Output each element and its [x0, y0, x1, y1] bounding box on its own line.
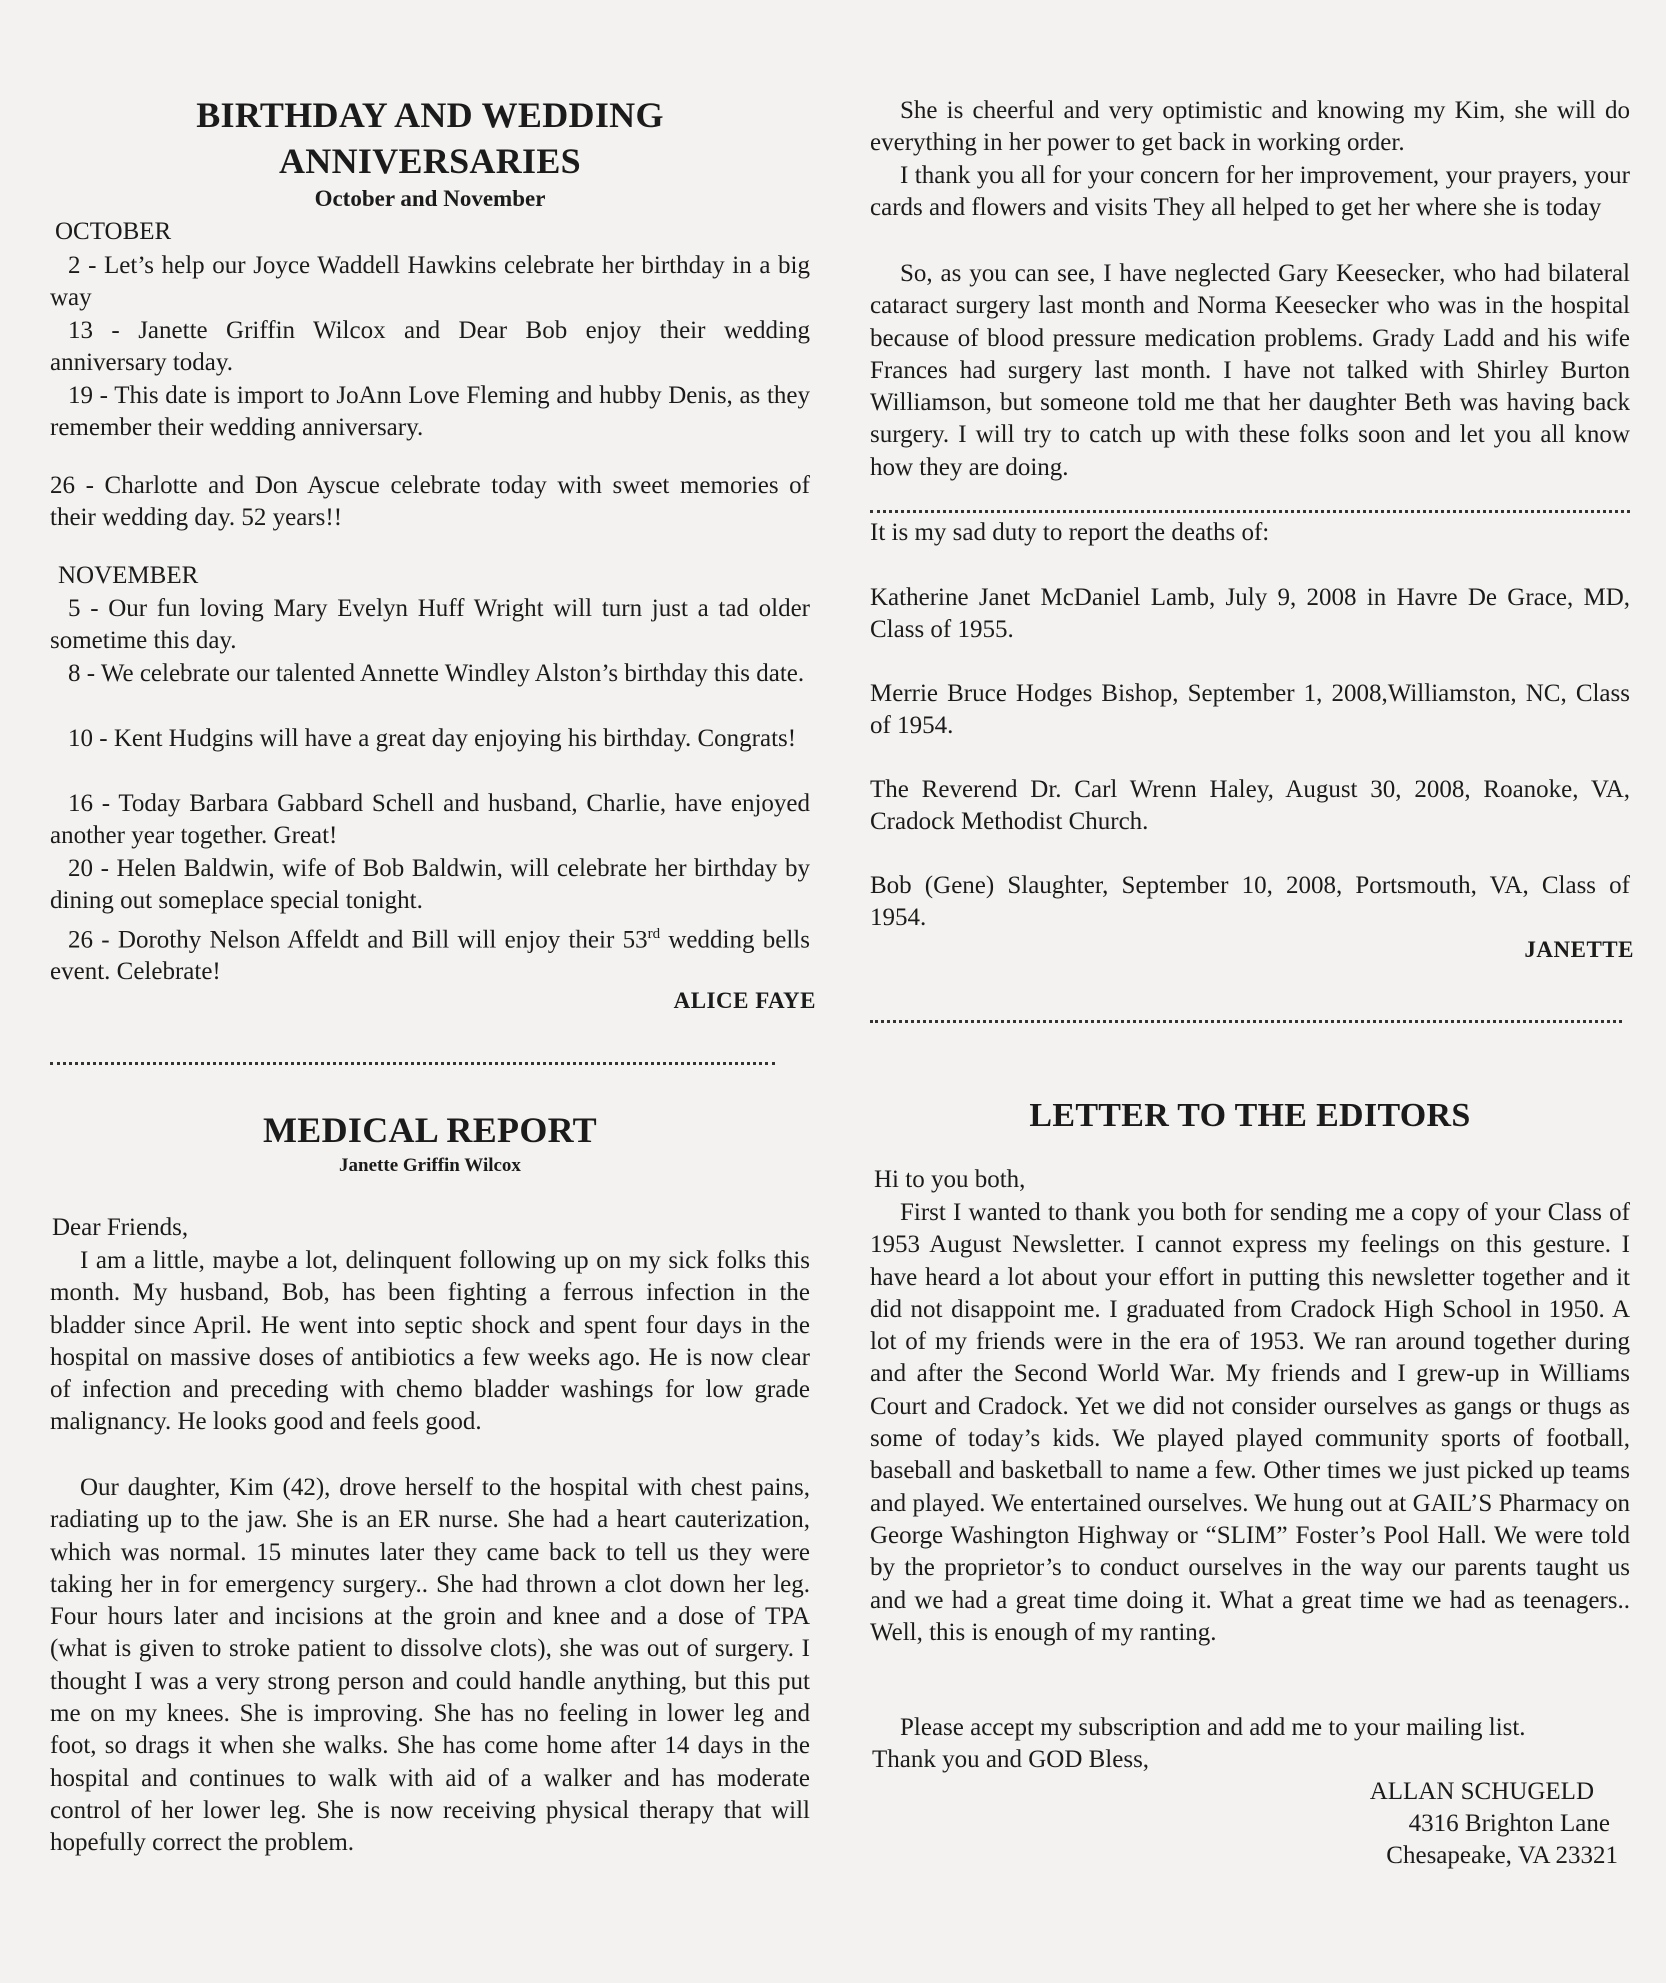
anniversaries-signature: ALICE FAYE — [673, 988, 816, 1013]
anniversary-entry: 19 - This date is import to JoAnn Love Fleming and hubby Denis, as they remember their wedding anniversary. — [50, 382, 810, 441]
death-notice: The Reverend Dr. Carl Wrenn Haley, August 30, 2008, Roanoke, VA, Cradock Methodist Church. — [870, 776, 1630, 835]
letter-paragraph: Please accept my subscription and add me to your mailing list. — [900, 1714, 1526, 1741]
entry-text: 26 - Dorothy Nelson Affeldt and Bill will enjoy their 53 — [68, 926, 648, 954]
letter-title: LETTER TO THE EDITORS — [1029, 1097, 1471, 1134]
november-label: NOVEMBER — [58, 562, 199, 589]
anniversary-entry: 26 - Charlotte and Don Ayscue celebrate today with sweet memories of their wedding day. 52 years!! — [50, 472, 810, 531]
medical-signature: JANETTE — [1524, 937, 1634, 962]
letter-closing: Thank you and GOD Bless, — [872, 1746, 1150, 1773]
anniversary-entry: 10 - Kent Hudgins will have a great day enjoying his birthday. Congrats! — [68, 725, 797, 752]
letter-paragraph: First I wanted to thank you both for sending me a copy of your Class of 1953 August Newsletter. I cannot express my feelings on this gesture. I have heard a lot about your effort in putting this newsletter together and it did not disappoint me. I graduated from Cradock High School in 1950. A lot of my friends were in the era of 1953. We ran around together during and after the Second World War. My friends and I grew-up in Williams Court and Cradock. Yet we did not consider ourselves as gangs or thugs as some of today’s kids. We played played community sports of football, baseball and basketball to name a few. Other times we just picked up teams and played. We entertained ourselves. We hung out at GAIL’S Pharmacy on George Washington Highway or “SLIM” Foster’s Pool Hall. We were told by the proprietor’s to conduct ourselves in the way our parents taught us and we had a great time doing it. What a great time we had as teenagers.. Well, this is enough of my ranting. — [870, 1199, 1630, 1646]
october-label: OCTOBER — [55, 218, 172, 245]
anniversary-entry: 20 - Helen Baldwin, wife of Bob Baldwin, will celebrate her birthday by dining out someplace special tonight. — [50, 855, 810, 914]
anniversaries-subtitle: October and November — [314, 186, 546, 211]
death-notice: Merrie Bruce Hodges Bishop, September 1, 2008,Williamston, NC, Class of 1954. — [870, 680, 1630, 739]
death-notice: Bob (Gene) Slaughter, September 10, 2008, Portsmouth, VA, Class of 1954. — [870, 872, 1630, 931]
entry-text: wedding bells event. Celebrate! — [50, 926, 810, 986]
medical-paragraph: Our daughter, Kim (42), drove herself to the hospital with chest pains, radiating up to the jaw. She is an ER nurse. She had a heart cauterization, which was normal. 15 minutes later they came back to tell us they were taking her in for emergency surgery.. She had thrown a clot down her leg. Four hours later and incisions at the groin and knee and a dose of TPA (what is given to stroke patient to dissolve clots), she was out of surgery. I thought I was a very strong person and could handle anything, but this put me on my knees. She is improving. She has no feeling in lower leg and foot, so drags it when she walks. She has come home after 14 days in the hospital and continues to walk with aid of a walker and has moderate control of her lower leg. She is now receiving physical therapy that will hopefully correct the problem. — [50, 1474, 810, 1857]
entry-superscript: rd — [647, 926, 661, 942]
anniversary-entry — [50, 918, 810, 988]
medical-paragraph: I am a little, maybe a lot, delinquent following up on my sick folks this month. My husband, Bob, has been fighting a ferrous infection in the bladder since April. He went into septic shock and spent four days in the hospital on massive doses of antibiotics a few weeks ago. He is now clear of infection and preceding with chemo bladder washings for low grade malignancy. He looks good and feels good. — [50, 1247, 810, 1436]
medical-report-byline: Janette Griffin Wilcox — [339, 1155, 521, 1176]
section-divider — [870, 510, 1630, 513]
anniversary-entry: 16 - Today Barbara Gabbard Schell and husband, Charlie, have enjoyed another year together. Great! — [50, 790, 810, 849]
medical-continued-paragraph: I thank you all for your concern for her improvement, your prayers, your cards and flowers and visits They all helped to get her where she is today — [870, 162, 1630, 222]
medical-continued-paragraph: She is cheerful and very optimistic and knowing my Kim, she will do everything in her power to get back in working order. — [870, 97, 1630, 157]
anniversary-entry: 5 - Our fun loving Mary Evelyn Huff Wright will turn just a tad older sometime this day. — [50, 595, 810, 654]
letter-address-line2: Chesapeake, VA 23321 — [1386, 1842, 1618, 1869]
letter-signature-name: ALLAN SCHUGELD — [1369, 1778, 1594, 1805]
section-divider — [870, 1020, 1622, 1023]
anniversary-entry: 2 - Let’s help our Joyce Waddell Hawkins celebrate her birthday in a big way — [50, 252, 810, 311]
medical-report-title: MEDICAL REPORT — [263, 1110, 597, 1150]
anniversary-entry: 8 - We celebrate our talented Annette Windley Alston’s birthday this date. — [68, 660, 805, 687]
section-divider — [50, 1062, 775, 1065]
medical-greeting: Dear Friends, — [52, 1214, 189, 1241]
anniversaries-title: BIRTHDAY AND WEDDING ANNIVERSARIES — [196, 95, 664, 181]
letter-address-line1: 4316 Brighton Lane — [1408, 1810, 1610, 1837]
medical-continued-paragraph: So, as you can see, I have neglected Gary Keesecker, who had bilateral cataract surgery last month and Norma Keesecker who was in the hospital because of blood pressure medication problems. Grady Ladd and his wife Frances had surgery last month. I have not talked with Shirley Burton Williamson, but someone told me that her daughter Beth was having back surgery. I will try to catch up with these folks soon and let you all know how they are doing. — [870, 260, 1630, 481]
anniversary-entry: 13 - Janette Griffin Wilcox and Dear Bob enjoy their wedding anniversary today. — [50, 317, 810, 376]
letter-greeting: Hi to you both, — [874, 1166, 1026, 1193]
deaths-intro: It is my sad duty to report the deaths of: — [870, 519, 1270, 546]
death-notice: Katherine Janet McDaniel Lamb, July 9, 2008 in Havre De Grace, MD, Class of 1955. — [870, 584, 1630, 643]
